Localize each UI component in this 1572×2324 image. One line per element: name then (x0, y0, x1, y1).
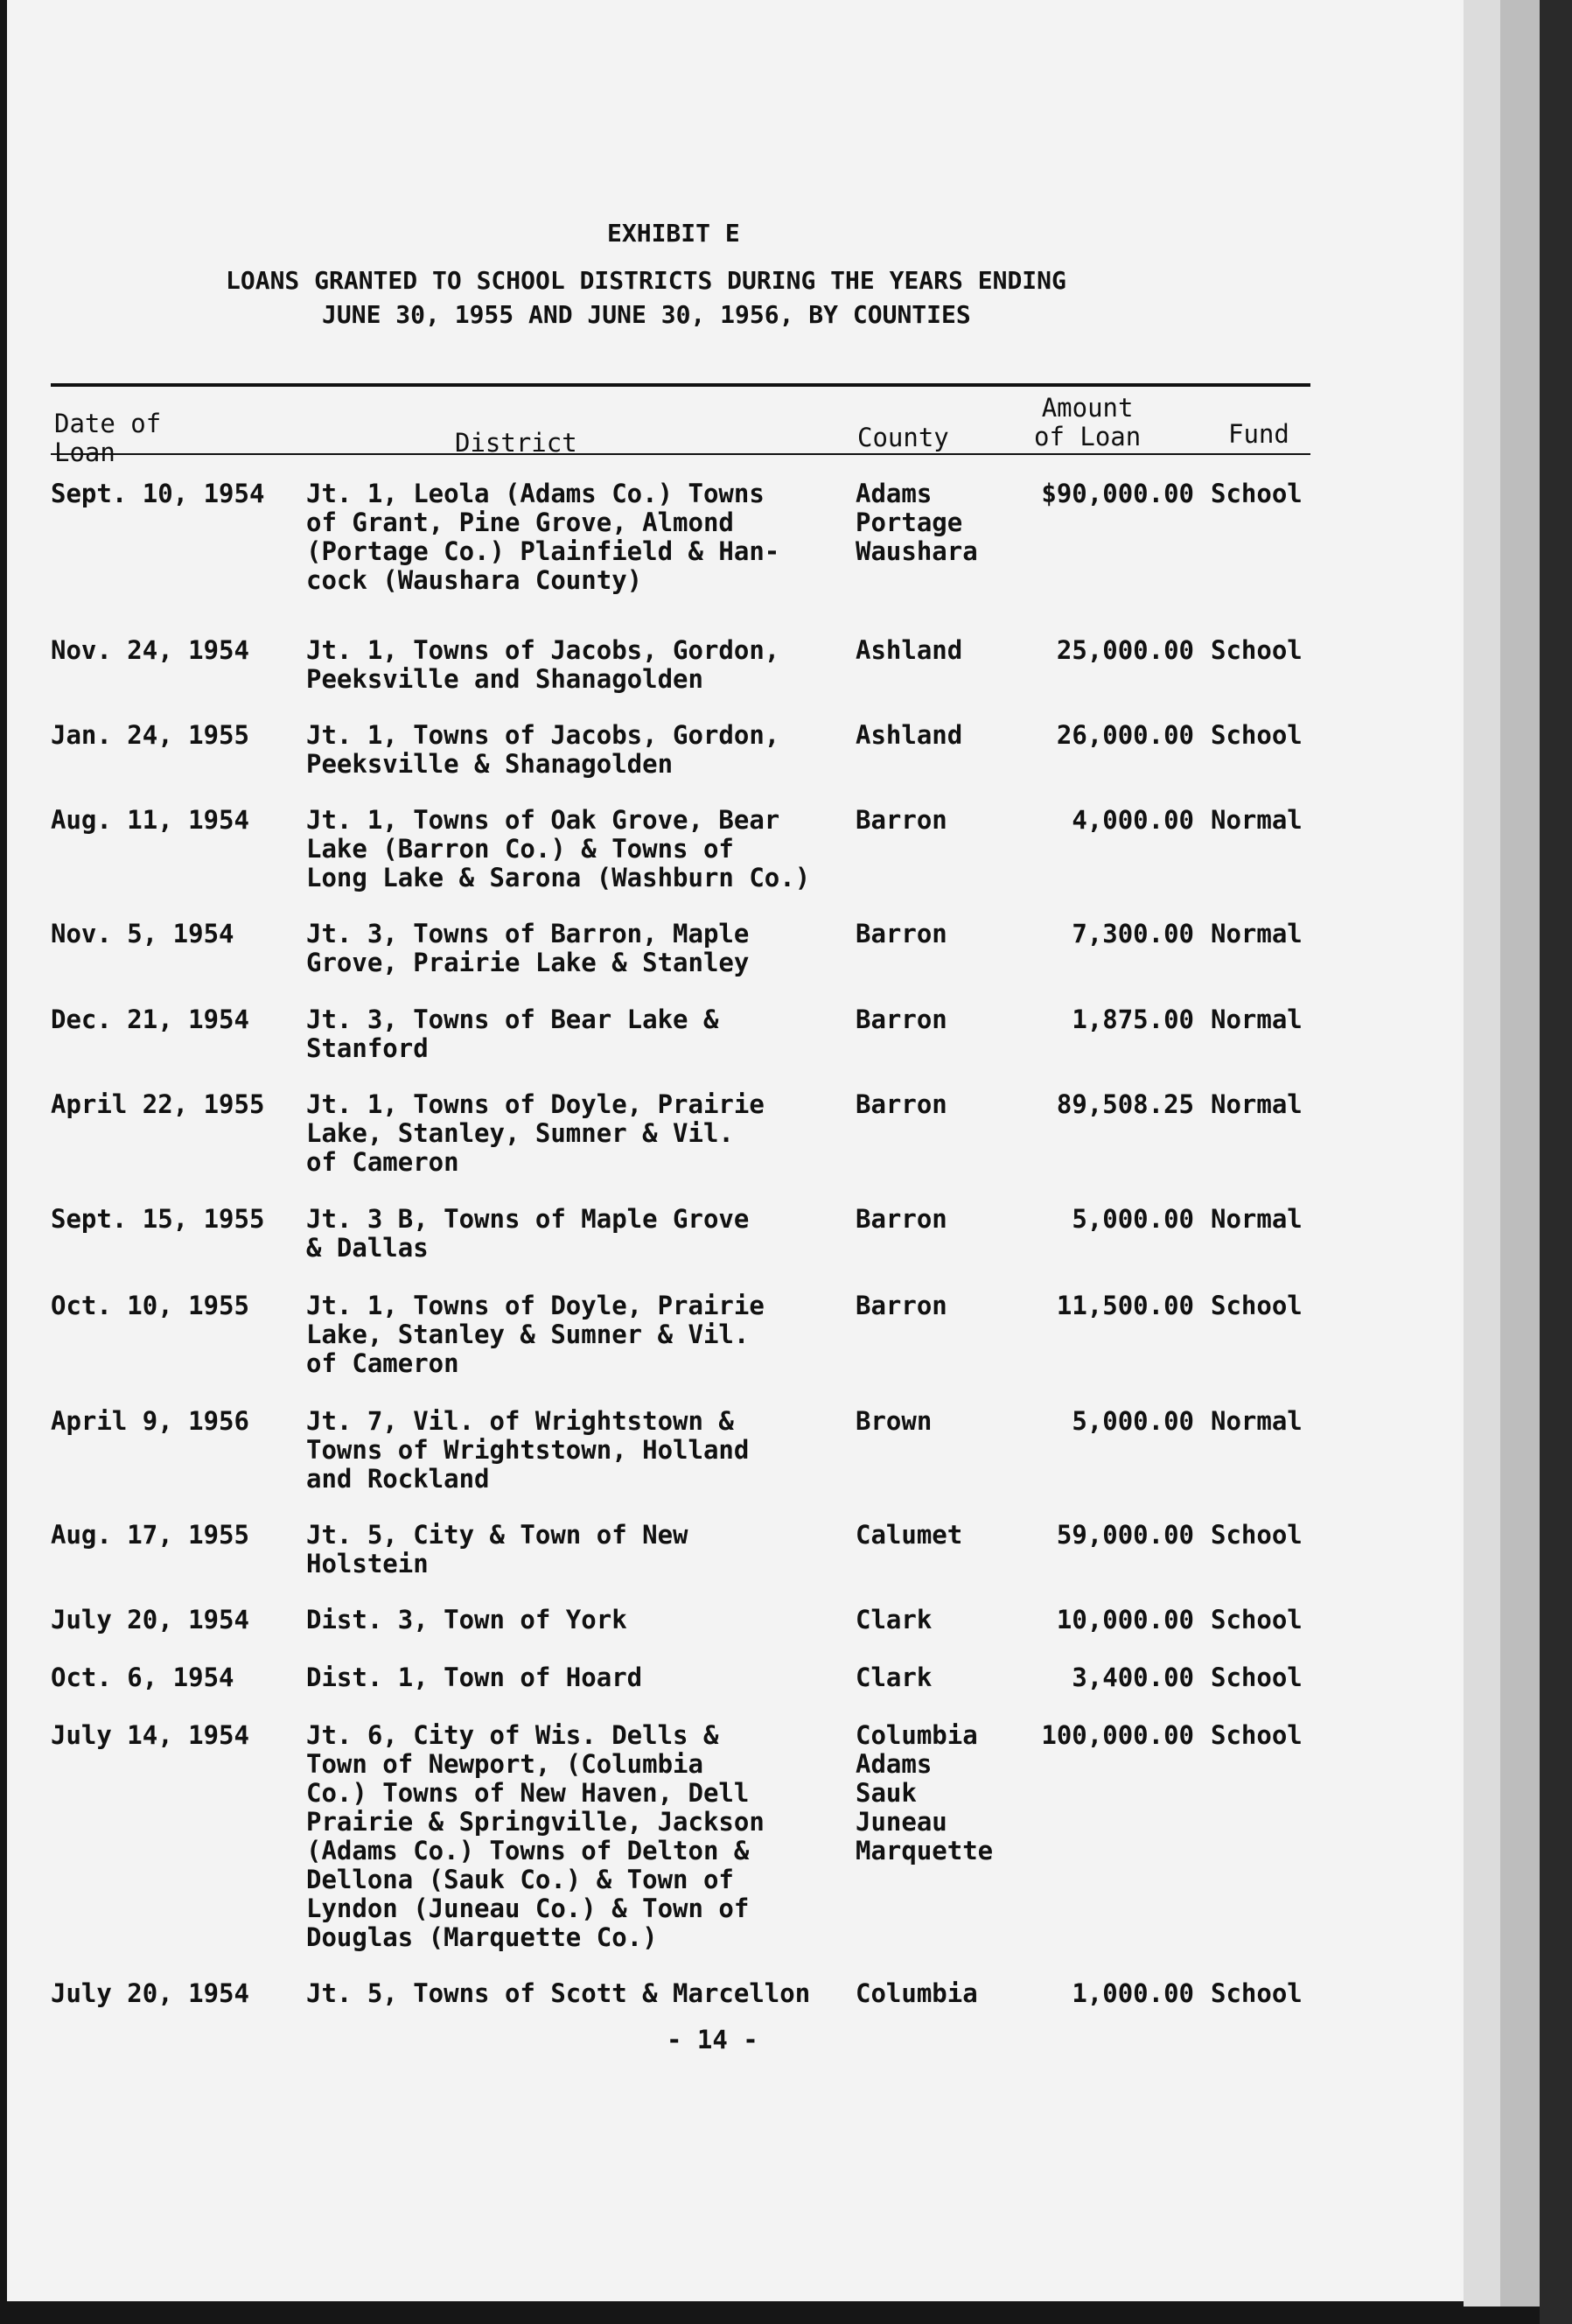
county-text: Columbia (856, 1978, 978, 2008)
county-text: Barron (856, 1204, 947, 1234)
subtitle-line-1: LOANS GRANTED TO SCHOOL DISTRICTS DURING THE YEARS ENDING (226, 266, 1066, 295)
loan-date: July 20, 1954 (51, 1605, 249, 1634)
header-district: District (455, 428, 577, 458)
fund-type: Normal (1211, 1204, 1303, 1234)
loan-amount: 4,000.00 (1072, 805, 1194, 835)
fund-type: School (1211, 720, 1303, 750)
header-date: Date of Loan (54, 409, 162, 467)
loan-date: Oct. 10, 1955 (51, 1291, 249, 1320)
fund-type: School (1211, 1605, 1303, 1634)
county-text: Columbia Adams Sauk Juneau Marquette (856, 1720, 994, 1866)
county-text: Barron (856, 919, 947, 948)
loan-date: April 22, 1955 (51, 1089, 265, 1119)
district-text: Jt. 1, Towns of Oak Grove, Bear Lake (Barron Co.) & Towns of Long Lake & Sarona (Washburn Co.) (306, 805, 811, 892)
header-county: County (857, 423, 949, 452)
loan-amount: 25,000.00 (1056, 635, 1194, 665)
page-number: - 14 - (667, 2025, 758, 2054)
district-text: Jt. 5, City & Town of New Holstein (306, 1520, 688, 1578)
loan-date: July 14, 1954 (51, 1720, 249, 1750)
loan-amount: 5,000.00 (1072, 1406, 1194, 1436)
fund-type: Normal (1211, 1089, 1303, 1119)
loan-amount: 1,000.00 (1072, 1978, 1194, 2008)
fund-type: Normal (1211, 805, 1303, 835)
loan-date: April 9, 1956 (51, 1406, 249, 1436)
loan-date: Dec. 21, 1954 (51, 1004, 249, 1034)
loan-amount: 1,875.00 (1072, 1004, 1194, 1034)
loan-amount: 10,000.00 (1056, 1605, 1194, 1634)
district-text: Jt. 1, Towns of Jacobs, Gordon, Peeksville & Shanagolden (306, 720, 780, 779)
fund-type: School (1211, 1520, 1303, 1550)
county-text: Barron (856, 805, 947, 835)
fund-type: School (1211, 1662, 1303, 1692)
fund-type: School (1211, 1720, 1303, 1750)
loan-amount: 100,000.00 (1041, 1720, 1194, 1750)
district-text: Jt. 3 B, Towns of Maple Grove & Dallas (306, 1204, 750, 1263)
county-text: Clark (856, 1662, 933, 1692)
loan-amount: 7,300.00 (1072, 919, 1194, 948)
fund-type: School (1211, 1291, 1303, 1320)
loan-date: Nov. 24, 1954 (51, 635, 249, 665)
county-text: Ashland (856, 720, 963, 750)
district-text: Jt. 6, City of Wis. Dells & Town of Newport, (Columbia Co.) Towns of New Haven, Dell Prairie & Springville, Jackson (Adams Co.) Towns of Delton & Dellona (Sauk Co.) & Town of Lyndon (Juneau Co.) & Town of Douglas (Marquette Co.) (306, 1720, 765, 1952)
loan-date: Sept. 10, 1954 (51, 479, 265, 508)
county-text: Brown (856, 1406, 933, 1436)
county-text: Barron (856, 1004, 947, 1034)
district-text: Jt. 3, Towns of Bear Lake & Stanford (306, 1004, 719, 1063)
county-text: Barron (856, 1089, 947, 1119)
page-edge (1464, 0, 1500, 2306)
district-text: Jt. 1, Leola (Adams Co.) Towns of Grant, Pine Grove, Almond (Portage Co.) Plainfield & Han- cock (Waushara County) (306, 479, 780, 595)
loan-date: Oct. 6, 1954 (51, 1662, 234, 1692)
loan-date: Jan. 24, 1955 (51, 720, 249, 750)
district-text: Jt. 1, Towns of Jacobs, Gordon, Peeksville and Shanagolden (306, 635, 780, 694)
loan-date: Aug. 17, 1955 (51, 1520, 249, 1550)
header-bottom-rule (51, 453, 1310, 455)
fund-type: Normal (1211, 1406, 1303, 1436)
table-top-rule (51, 383, 1310, 387)
loan-amount: 3,400.00 (1072, 1662, 1194, 1692)
scan-border (1540, 0, 1572, 2324)
fund-type: School (1211, 635, 1303, 665)
header-amount: Amount of Loan (1034, 393, 1142, 452)
subtitle-line-2: JUNE 30, 1955 AND JUNE 30, 1956, BY COUNTIES (322, 300, 971, 329)
header-fund: Fund (1228, 419, 1289, 449)
county-text: Clark (856, 1605, 933, 1634)
fund-type: School (1211, 1978, 1303, 2008)
county-text: Calumet (856, 1520, 963, 1550)
loan-amount: 59,000.00 (1056, 1520, 1194, 1550)
loan-amount: 5,000.00 (1072, 1204, 1194, 1234)
county-text: Ashland (856, 635, 963, 665)
county-text: Adams Portage Waushara (856, 479, 978, 566)
loan-amount: 11,500.00 (1056, 1291, 1194, 1320)
fund-type: Normal (1211, 919, 1303, 948)
district-text: Jt. 1, Towns of Doyle, Prairie Lake, Stanley & Sumner & Vil. of Cameron (306, 1291, 765, 1378)
loan-date: Sept. 15, 1955 (51, 1204, 265, 1234)
district-text: Jt. 7, Vil. of Wrightstown & Towns of Wrightstown, Holland and Rockland (306, 1406, 750, 1494)
fund-type: School (1211, 479, 1303, 508)
loan-date: Nov. 5, 1954 (51, 919, 234, 948)
district-text: Dist. 1, Town of Hoard (306, 1662, 643, 1692)
loan-amount: $90,000.00 (1041, 479, 1194, 508)
exhibit-title: EXHIBIT E (607, 219, 740, 248)
district-text: Jt. 5, Towns of Scott & Marcellon (306, 1978, 811, 2008)
page-edge-shadow (1500, 0, 1540, 2306)
loan-amount: 26,000.00 (1056, 720, 1194, 750)
district-text: Jt. 3, Towns of Barron, Maple Grove, Prairie Lake & Stanley (306, 919, 750, 977)
fund-type: Normal (1211, 1004, 1303, 1034)
loan-date: July 20, 1954 (51, 1978, 249, 2008)
district-text: Dist. 3, Town of York (306, 1605, 627, 1634)
district-text: Jt. 1, Towns of Doyle, Prairie Lake, Stanley, Sumner & Vil. of Cameron (306, 1089, 765, 1177)
loan-amount: 89,508.25 (1056, 1089, 1194, 1119)
loan-date: Aug. 11, 1954 (51, 805, 249, 835)
county-text: Barron (856, 1291, 947, 1320)
